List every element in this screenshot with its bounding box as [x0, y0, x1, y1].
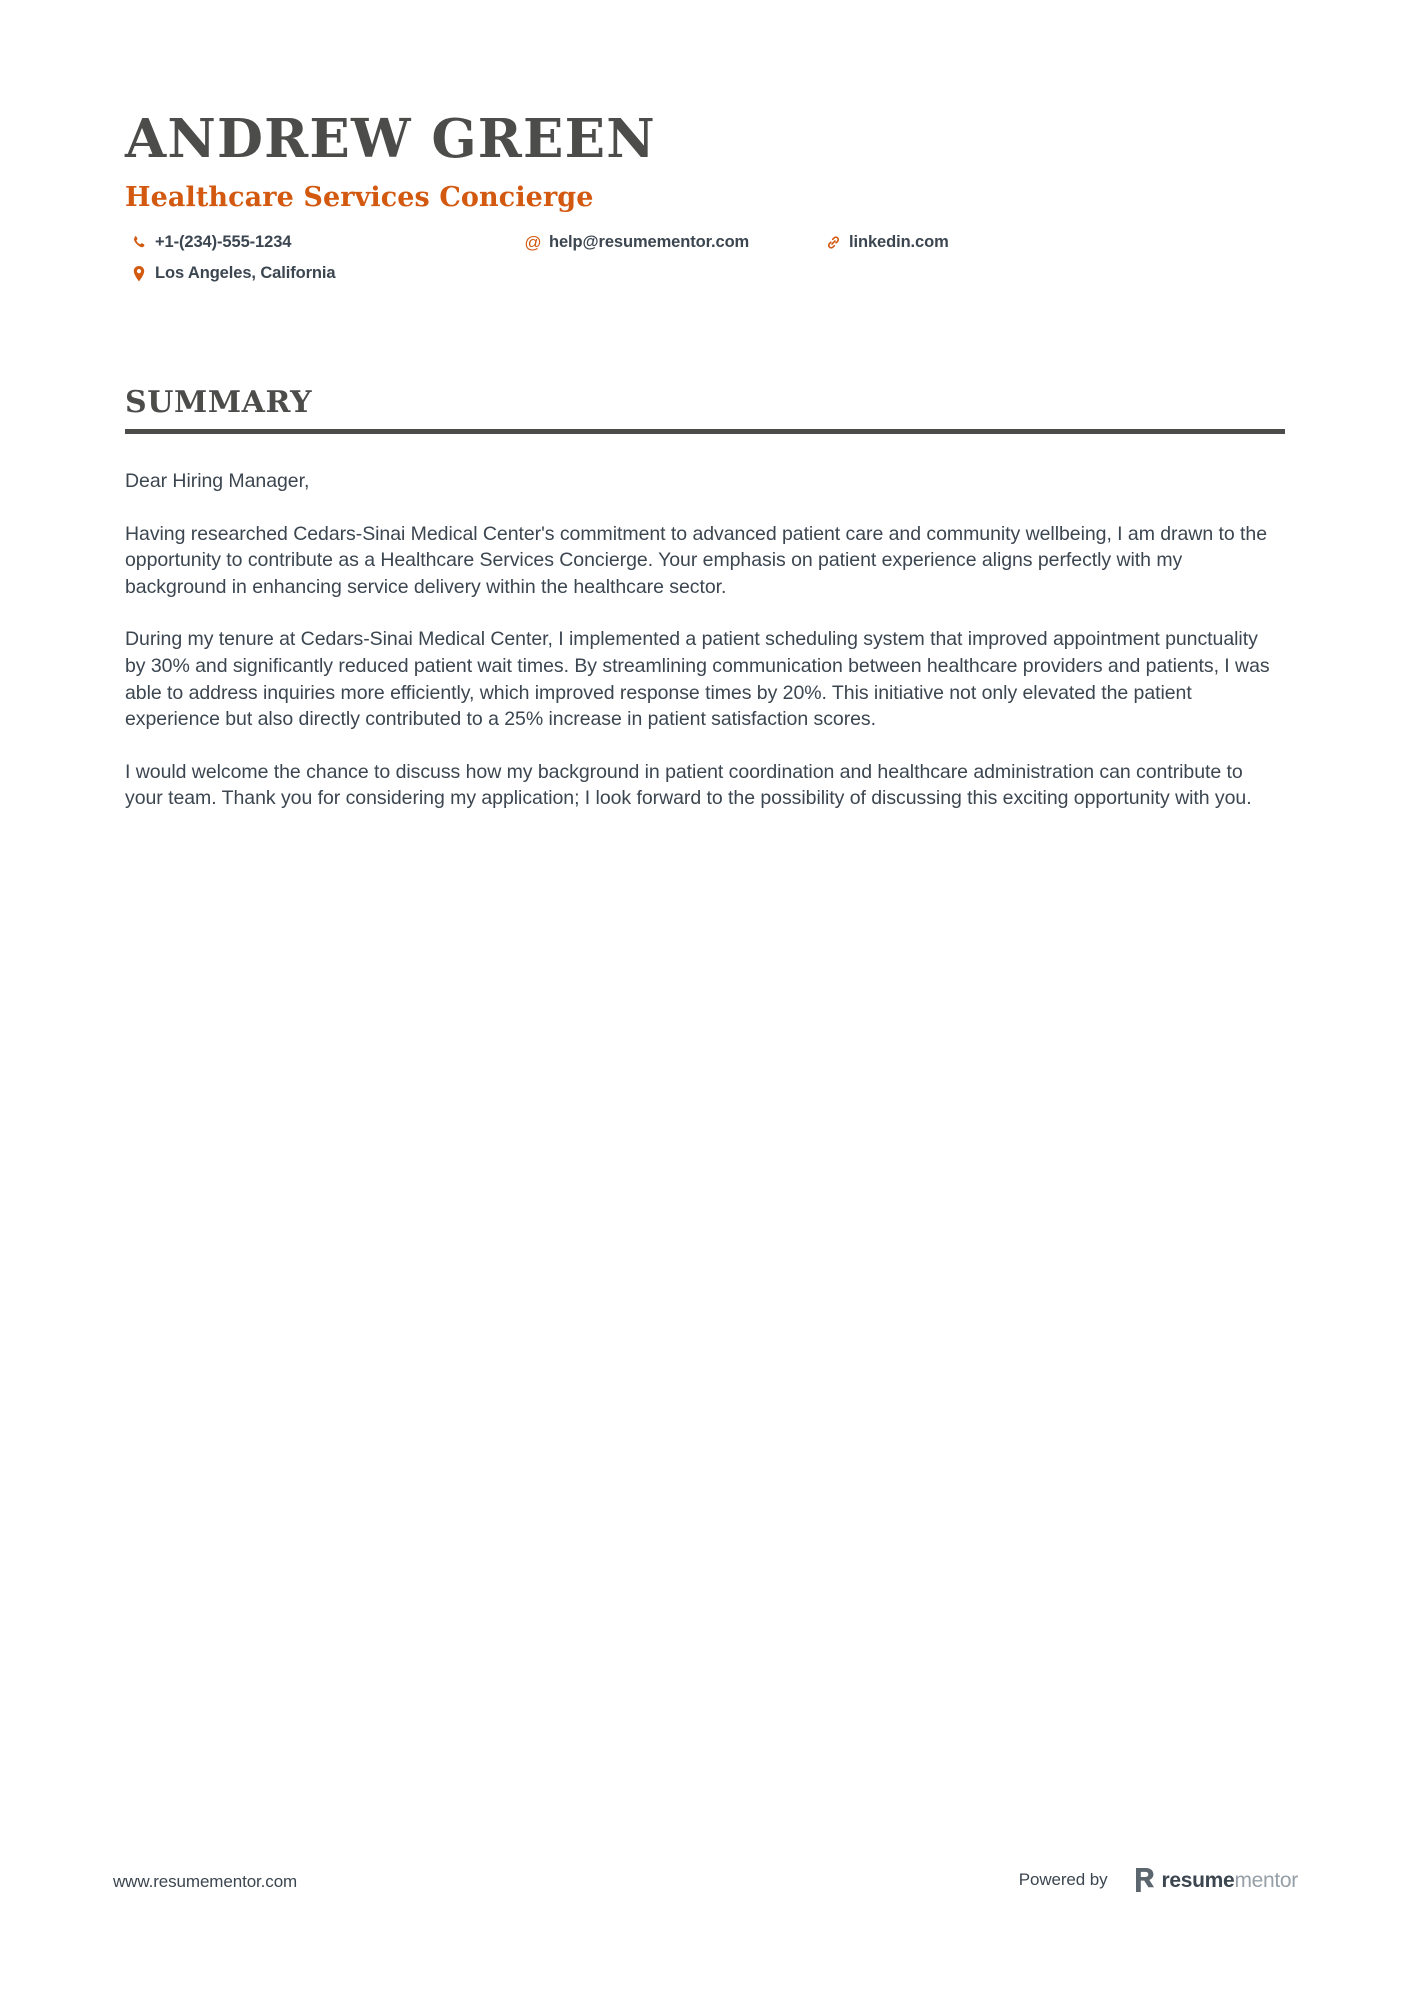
summary-paragraph-3: I would welcome the chance to discuss how my background in patient coordination and healthcare administration can contribute to your team. Thank you for considering my application; I look forward to the possibility of discussing this exciting opportunity with you.	[125, 760, 1252, 810]
contact-location	[131, 264, 335, 283]
powered-by-label: Powered by	[1018, 1870, 1108, 1889]
summary-salutation: Dear Hiring Manager,	[125, 470, 310, 492]
resumementor-wordmark	[1162, 1870, 1298, 1891]
resumementor-logo[interactable]	[1136, 1868, 1298, 1892]
resumementor-logo-icon	[1136, 1868, 1155, 1892]
brand-name-strong: resume	[1161, 1868, 1235, 1892]
contact-email[interactable]	[525, 233, 749, 252]
footer-branding	[1019, 1868, 1298, 1892]
resume-header	[125, 108, 1285, 295]
brand-name-light: mentor	[1234, 1868, 1298, 1892]
location-pin-icon	[131, 265, 147, 283]
contact-info	[125, 233, 1125, 295]
summary-body	[125, 468, 1285, 812]
page-title: ANDREW GREEN	[125, 108, 656, 170]
summary-heading: SUMMARY	[125, 385, 313, 420]
footer-website-url[interactable]: www.resumementor.com	[113, 1872, 298, 1891]
section-divider	[125, 429, 1285, 434]
contact-phone-label: +1-(234)-555-1234	[155, 233, 292, 252]
contact-row-primary	[125, 233, 1125, 264]
job-title: Healthcare Services Concierge	[125, 181, 594, 213]
summary-paragraph-1: Having researched Cedars-Sinai Medical Center's commitment to advanced patient care and community wellbeing, I am drawn to the opportunity to contribute as a Healthcare Services Concierge. Your emphasis on patient experience aligns perfectly with my background in enhancing service delivery within the healthcare sector.	[125, 522, 1267, 598]
summary-section	[125, 385, 1285, 812]
at-email-icon: @	[524, 233, 542, 253]
contact-row-secondary	[125, 264, 1125, 295]
link-chain-icon	[825, 234, 841, 252]
page-footer	[0, 1868, 1410, 1908]
contact-linkedin[interactable]	[825, 233, 949, 252]
contact-linkedin-label: linkedin.com	[849, 233, 949, 252]
contact-location-label: Los Angeles, California	[155, 264, 336, 283]
phone-icon	[131, 234, 147, 252]
contact-email-label: help@resumementor.com	[549, 233, 750, 252]
contact-phone[interactable]	[131, 233, 291, 252]
summary-paragraph-2: During my tenure at Cedars-Sinai Medical Center, I implemented a patient scheduling system that improved appointment punctuality by 30% and significantly reduced patient wait times. By streamlining communication between healthcare providers and patients, I was able to address inquiries more efficiently, which improved response times by 20%. This initiative not only elevated the patient experience but also directly contributed to a 25% increase in patient satisfaction scores.	[125, 628, 1270, 731]
